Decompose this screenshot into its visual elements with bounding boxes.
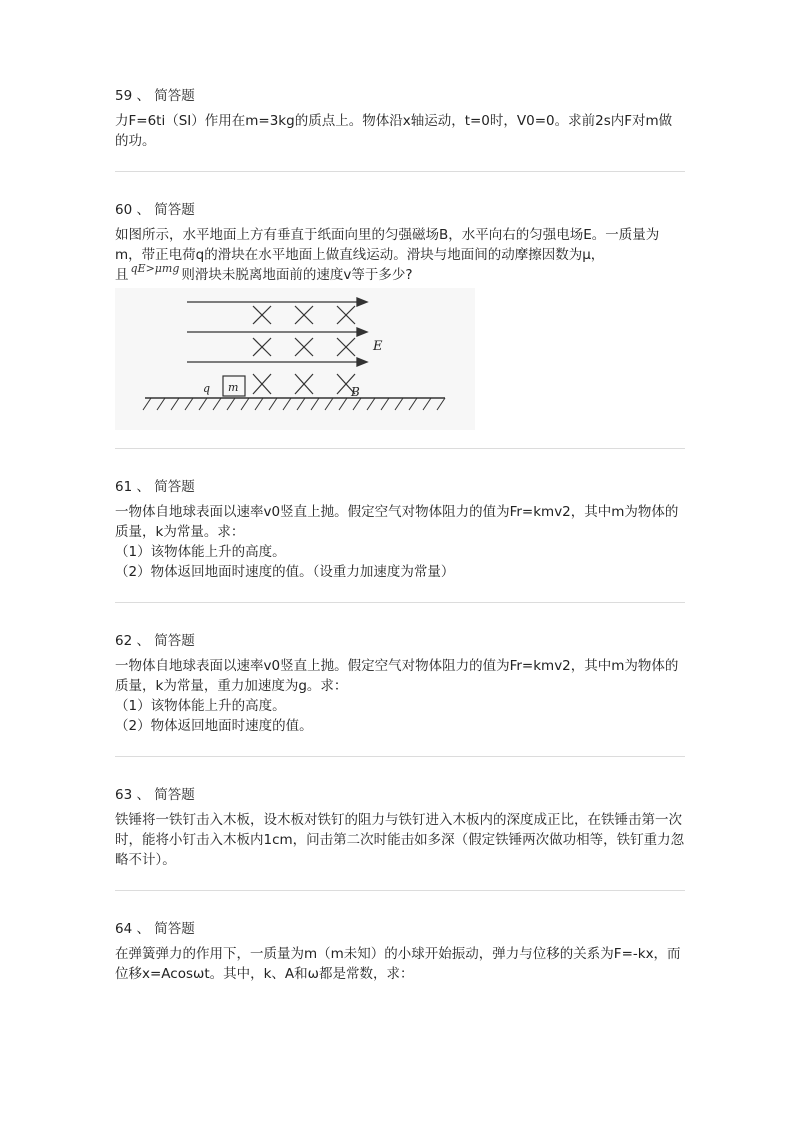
question-body	[115, 810, 685, 870]
question-heading: 60 、 简答题	[115, 202, 195, 218]
question-heading: 62 、 简答题	[115, 633, 195, 649]
question-heading: 59 、 简答题	[115, 88, 195, 104]
divider	[115, 448, 685, 449]
divider	[115, 890, 685, 891]
sub-question-2: （2）物体返回地面时速度的值。（设重力加速度为常量）	[115, 564, 455, 580]
label-m: m	[228, 381, 239, 394]
question-body	[115, 502, 685, 582]
sub-question-1: （1）该物体能上升的高度。	[115, 698, 286, 714]
field-diagram	[115, 288, 475, 430]
question-text: 如图所示，水平地面上方有垂直于纸面向里的匀强磁场B，水平向右的匀强电场E。一质量为m，带正电荷q的滑块在水平地面上做直线运动。滑块与地面间的动摩擦因数为μ，	[115, 227, 660, 263]
label-B: B	[351, 385, 360, 399]
question-body	[115, 225, 685, 286]
question-61	[115, 477, 685, 582]
question-text: 一物体自地球表面以速率v0竖直上抛。假定空气对物体阻力的值为Fr=kmv2，其中m为物体的质量，k为常量。求：	[115, 504, 679, 540]
condition-prefix: 且	[115, 267, 129, 283]
question-body	[115, 656, 685, 736]
question-63	[115, 785, 685, 870]
label-E: E	[373, 339, 383, 354]
question-list	[115, 86, 685, 984]
question-body	[115, 944, 685, 984]
condition-suffix: 则滑块未脱离地面前的速度v等于多少?	[181, 267, 413, 283]
divider	[115, 171, 685, 172]
question-62	[115, 631, 685, 736]
question-60	[115, 200, 685, 430]
divider	[115, 756, 685, 757]
question-text: 铁锤将一铁钉击入木板，设木板对铁钉的阻力与铁钉进入木板内的深度成正比，在铁锤击第一次时，能将小钉击入木板内1cm，问击第二次时能击如多深（假定铁锤两次做功相等，铁钉重力忽略不计）。	[115, 812, 685, 868]
sub-question-1: （1）该物体能上升的高度。	[115, 544, 286, 560]
label-q: q	[203, 382, 211, 395]
formula-image: qE>μmg	[130, 262, 180, 275]
divider	[115, 602, 685, 603]
question-heading: 61 、 简答题	[115, 479, 195, 495]
sub-question-2: （2）物体返回地面时速度的值。	[115, 718, 313, 734]
question-text: 一物体自地球表面以速率v0竖直上抛。假定空气对物体阻力的值为Fr=kmv2，其中m为物体的质量，k为常量，重力加速度为g。求：	[115, 658, 679, 694]
question-text: 力F=6ti（SI）作用在m=3kg的质点上。物体沿x轴运动，t=0时，V0=0。求前2s内F对m做的功。	[115, 113, 673, 149]
question-heading: 64 、 简答题	[115, 921, 195, 937]
question-body	[115, 111, 685, 151]
question-64	[115, 919, 685, 984]
question-heading: 63 、 简答题	[115, 787, 195, 803]
question-59	[115, 86, 685, 151]
question-text-condition	[115, 262, 685, 286]
question-text: 在弹簧弹力的作用下，一质量为m（m未知）的小球开始振动，弹力与位移的关系为F=-kx，而位移x=Acosωt。其中，k、A和ω都是常数，求：	[115, 946, 681, 982]
